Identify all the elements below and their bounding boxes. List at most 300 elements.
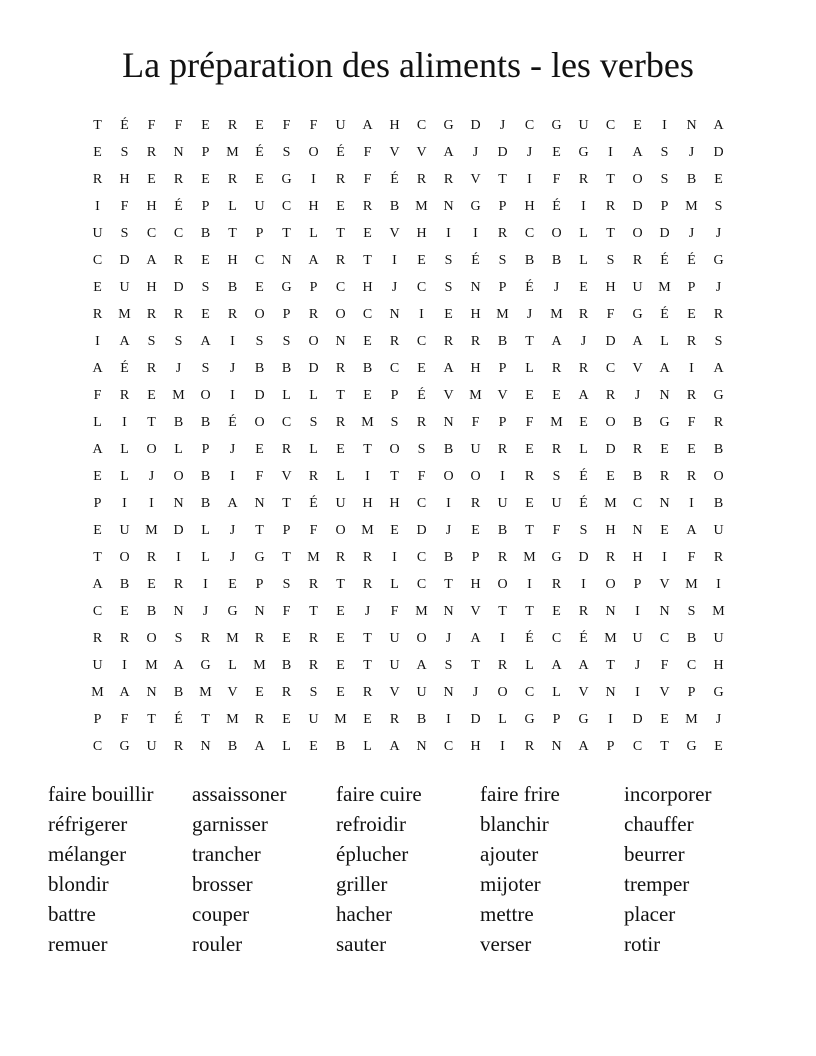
grid-cell: D [173, 523, 184, 538]
grid-cell: U [119, 523, 130, 538]
grid-cell: É [417, 388, 426, 403]
grid-cell: J [229, 523, 236, 538]
grid-cell: D [497, 145, 508, 160]
grid-cell: F [120, 199, 129, 214]
grid-cell: A [146, 253, 157, 268]
grid-cell: B [443, 550, 454, 565]
grid-cell: M [685, 199, 698, 214]
grid-cell: S [255, 334, 264, 349]
grid-cell: N [281, 253, 292, 268]
grid-cell: P [498, 199, 507, 214]
grid-cell: R [578, 604, 589, 619]
grid-row [84, 571, 732, 598]
grid-cell: C [335, 280, 346, 295]
grid-cell: E [687, 442, 696, 457]
grid-cell: R [389, 334, 400, 349]
grid-cell: R [389, 712, 400, 727]
grid-cell: I [608, 712, 613, 727]
grid-cell: F [552, 172, 561, 187]
grid-cell: H [605, 523, 616, 538]
grid-cell: B [281, 361, 292, 376]
grid-cell: R [227, 172, 238, 187]
grid-cell: H [227, 253, 238, 268]
grid-cell: I [689, 496, 694, 511]
word-list-item: réfrigerer [48, 812, 128, 836]
grid-cell: V [389, 226, 400, 241]
page-title: La préparation des aliments - les verbes [122, 45, 694, 85]
grid-cell: L [579, 253, 588, 268]
grid-cell: U [713, 523, 724, 538]
grid-cell: E [336, 658, 345, 673]
grid-cell: T [201, 712, 210, 727]
grid-cell: F [390, 604, 399, 619]
grid-cell: L [120, 442, 129, 457]
grid-cell: R [146, 361, 157, 376]
grid-cell: J [364, 604, 371, 619]
grid-cell: L [201, 523, 210, 538]
grid-cell: I [392, 550, 397, 565]
grid-cell: V [389, 145, 400, 160]
grid-cell: R [119, 388, 130, 403]
grid-cell: T [93, 550, 102, 565]
grid-cell: G [281, 280, 292, 295]
grid-cell: F [363, 145, 372, 160]
grid-cell: E [147, 577, 156, 592]
grid-cell: B [524, 253, 535, 268]
grid-cell: V [443, 388, 454, 403]
grid-cell: S [579, 523, 588, 538]
grid-cell: U [92, 226, 103, 241]
grid-cell: N [632, 523, 643, 538]
grid-cell: A [200, 334, 211, 349]
grid-cell: H [470, 739, 481, 754]
grid-cell: D [713, 145, 724, 160]
grid-cell: I [311, 172, 316, 187]
grid-cell: R [362, 550, 373, 565]
grid-cell: E [201, 307, 210, 322]
grid-cell: T [606, 172, 615, 187]
grid-cell: G [713, 388, 724, 403]
grid-cell: É [390, 172, 399, 187]
grid-cell: G [686, 739, 697, 754]
grid-cell: C [146, 226, 157, 241]
grid-cell: I [419, 307, 424, 322]
grid-row [84, 544, 732, 571]
grid-cell: R [173, 739, 184, 754]
grid-cell: T [498, 604, 507, 619]
grid-row [84, 355, 732, 382]
letter-grid-body [84, 112, 732, 760]
grid-cell: B [200, 226, 211, 241]
grid-cell: R [713, 415, 724, 430]
grid-cell: J [526, 145, 533, 160]
grid-cell: I [662, 118, 667, 133]
grid-cell: B [200, 415, 211, 430]
grid-row [84, 625, 732, 652]
grid-cell: H [308, 199, 319, 214]
grid-cell: B [254, 361, 265, 376]
grid-cell: D [578, 550, 589, 565]
grid-cell: N [551, 739, 562, 754]
grid-cell: É [174, 712, 183, 727]
grid-cell: S [444, 280, 453, 295]
grid-cell: T [471, 658, 480, 673]
grid-cell: M [604, 496, 617, 511]
grid-cell: E [363, 712, 372, 727]
grid-cell: O [470, 469, 481, 484]
grid-cell: B [632, 415, 643, 430]
grid-cell: B [335, 739, 346, 754]
grid-cell: M [172, 388, 185, 403]
grid-cell: L [201, 550, 210, 565]
grid-cell: I [446, 712, 451, 727]
grid-cell: P [660, 199, 669, 214]
grid-row [84, 139, 732, 166]
word-list-item: garnisser [192, 812, 268, 836]
grid-cell: L [660, 334, 669, 349]
grid-cell: L [579, 226, 588, 241]
grid-cell: J [580, 334, 587, 349]
grid-cell: F [417, 469, 426, 484]
grid-cell: R [632, 253, 643, 268]
grid-cell: S [282, 145, 291, 160]
grid-cell: É [525, 631, 534, 646]
grid-cell: C [92, 604, 103, 619]
grid-cell: N [443, 199, 454, 214]
grid-row [84, 652, 732, 679]
grid-cell: T [93, 118, 102, 133]
grid-cell: E [336, 199, 345, 214]
grid-cell: E [93, 523, 102, 538]
word-list-item: couper [192, 902, 250, 926]
grid-cell: S [201, 361, 210, 376]
grid-cell: O [173, 469, 184, 484]
grid-cell: E [255, 280, 264, 295]
grid-cell: R [686, 334, 697, 349]
grid-cell: G [551, 118, 562, 133]
grid-cell: F [687, 415, 696, 430]
grid-cell: F [282, 118, 291, 133]
grid-cell: E [552, 604, 561, 619]
grid-cell: E [552, 388, 561, 403]
grid-cell: I [581, 577, 586, 592]
grid-cell: O [254, 415, 265, 430]
grid-cell: F [174, 118, 183, 133]
grid-cell: C [524, 118, 535, 133]
grid-cell: J [229, 361, 236, 376]
grid-cell: M [685, 577, 698, 592]
grid-cell: D [254, 388, 265, 403]
grid-cell: R [524, 469, 535, 484]
grid-cell: U [389, 631, 400, 646]
grid-cell: É [120, 118, 129, 133]
grid-cell: E [336, 685, 345, 700]
grid-cell: G [713, 685, 724, 700]
word-list-item: faire cuire [336, 782, 422, 806]
grid-cell: S [606, 253, 615, 268]
grid-cell: S [282, 334, 291, 349]
grid-cell: J [715, 712, 722, 727]
grid-cell: N [254, 496, 265, 511]
grid-cell: C [605, 118, 616, 133]
grid-row [84, 490, 732, 517]
grid-cell: L [228, 658, 237, 673]
grid-cell: N [470, 280, 481, 295]
grid-cell: L [579, 442, 588, 457]
grid-cell: M [361, 523, 374, 538]
grid-cell: L [525, 658, 534, 673]
grid-cell: L [309, 226, 318, 241]
grid-cell: I [365, 469, 370, 484]
grid-cell: R [254, 712, 265, 727]
grid-cell: A [119, 685, 130, 700]
grid-cell: P [255, 226, 264, 241]
grid-cell: E [255, 172, 264, 187]
grid-cell: D [416, 523, 427, 538]
grid-cell: L [552, 685, 561, 700]
grid-cell: M [496, 307, 509, 322]
grid-cell: H [470, 361, 481, 376]
grid-cell: A [92, 361, 103, 376]
grid-cell: G [713, 253, 724, 268]
grid-cell: N [335, 334, 346, 349]
grid-cell: T [525, 523, 534, 538]
grid-cell: I [500, 739, 505, 754]
grid-cell: A [686, 523, 697, 538]
grid-cell: F [120, 712, 129, 727]
grid-cell: R [173, 253, 184, 268]
grid-cell: B [227, 739, 238, 754]
grid-cell: R [335, 172, 346, 187]
grid-cell: T [336, 388, 345, 403]
grid-cell: H [632, 550, 643, 565]
word-list-item: battre [48, 902, 96, 926]
grid-cell: T [390, 469, 399, 484]
grid-cell: R [200, 631, 211, 646]
grid-cell: R [146, 145, 157, 160]
grid-cell: I [662, 550, 667, 565]
grid-cell: E [525, 496, 534, 511]
grid-cell: E [606, 469, 615, 484]
grid-cell: U [632, 280, 643, 295]
grid-cell: I [635, 604, 640, 619]
grid-cell: L [363, 739, 372, 754]
grid-cell: H [146, 199, 157, 214]
grid-cell: R [362, 199, 373, 214]
grid-cell: N [173, 604, 184, 619]
grid-cell: M [118, 307, 131, 322]
grid-cell: H [524, 199, 535, 214]
grid-cell: E [93, 469, 102, 484]
grid-cell: A [443, 145, 454, 160]
word-list-item: rouler [192, 932, 243, 956]
grid-cell: É [579, 469, 588, 484]
grid-cell: J [202, 604, 209, 619]
grid-cell: R [686, 469, 697, 484]
grid-cell: P [282, 523, 291, 538]
grid-cell: H [389, 118, 400, 133]
grid-cell: T [525, 604, 534, 619]
grid-cell: E [579, 415, 588, 430]
grid-cell: B [416, 712, 427, 727]
grid-cell: O [254, 307, 265, 322]
grid-cell: J [688, 226, 695, 241]
grid-cell: H [119, 172, 130, 187]
grid-cell: R [578, 172, 589, 187]
grid-cell: R [632, 442, 643, 457]
grid-cell: C [92, 739, 103, 754]
grid-cell: E [633, 118, 642, 133]
grid-cell: G [578, 145, 589, 160]
grid-cell: É [120, 361, 129, 376]
grid-cell: I [716, 577, 721, 592]
grid-cell: C [362, 307, 373, 322]
word-list-item: assaissoner [192, 782, 287, 806]
grid-cell: N [416, 739, 427, 754]
word-list-item: rotir [624, 932, 661, 956]
grid-cell: C [173, 226, 184, 241]
grid-cell: G [551, 550, 562, 565]
grid-cell: P [498, 361, 507, 376]
grid-cell: T [525, 334, 534, 349]
grid-cell: E [660, 523, 669, 538]
grid-cell: N [389, 307, 400, 322]
letter-grid [84, 112, 732, 760]
grid-cell: B [686, 172, 697, 187]
word-list-item: mettre [480, 902, 534, 926]
grid-cell: H [416, 226, 427, 241]
grid-cell: J [175, 361, 182, 376]
grid-cell: R [524, 739, 535, 754]
grid-cell: I [122, 496, 127, 511]
grid-cell: A [578, 739, 589, 754]
grid-cell: T [255, 523, 264, 538]
grid-cell: L [525, 361, 534, 376]
grid-cell: R [146, 307, 157, 322]
grid-cell: S [147, 334, 156, 349]
grid-cell: T [282, 550, 291, 565]
grid-row [84, 598, 732, 625]
grid-cell: H [470, 307, 481, 322]
grid-cell: S [309, 415, 318, 430]
grid-cell: H [713, 658, 724, 673]
grid-cell: R [254, 631, 265, 646]
grid-row [84, 679, 732, 706]
grid-cell: V [389, 685, 400, 700]
grid-cell: I [581, 199, 586, 214]
grid-cell: D [470, 712, 481, 727]
grid-cell: C [416, 496, 427, 511]
grid-cell: G [443, 118, 454, 133]
grid-cell: F [93, 388, 102, 403]
grid-cell: P [552, 712, 561, 727]
word-list-item: sauter [336, 932, 387, 956]
grid-cell: R [146, 550, 157, 565]
grid-cell: R [605, 199, 616, 214]
grid-cell: L [282, 739, 291, 754]
grid-cell: I [176, 550, 181, 565]
grid-cell: R [551, 442, 562, 457]
grid-cell: N [659, 496, 670, 511]
grid-cell: A [578, 658, 589, 673]
grid-cell: O [335, 307, 346, 322]
grid-row [84, 166, 732, 193]
grid-row [84, 517, 732, 544]
grid-cell: D [119, 253, 130, 268]
grid-cell: I [149, 496, 154, 511]
grid-cell: É [552, 199, 561, 214]
grid-cell: M [226, 145, 239, 160]
grid-cell: O [632, 172, 643, 187]
grid-cell: É [579, 496, 588, 511]
grid-cell: E [417, 253, 426, 268]
grid-cell: H [146, 280, 157, 295]
grid-cell: G [254, 550, 265, 565]
grid-cell: N [659, 604, 670, 619]
grid-cell: F [255, 469, 264, 484]
grid-cell: F [552, 523, 561, 538]
grid-cell: U [497, 496, 508, 511]
grid-cell: N [686, 118, 697, 133]
grid-cell: O [713, 469, 724, 484]
word-list-item: faire frire [480, 782, 560, 806]
grid-cell: P [282, 307, 291, 322]
grid-cell: R [578, 307, 589, 322]
grid-cell: E [201, 253, 210, 268]
grid-cell: E [714, 172, 723, 187]
grid-cell: É [336, 145, 345, 160]
grid-row [84, 274, 732, 301]
grid-cell: I [446, 496, 451, 511]
grid-cell: T [606, 658, 615, 673]
grid-cell: M [658, 280, 671, 295]
grid-cell: M [685, 712, 698, 727]
word-list-item: tremper [624, 872, 690, 896]
grid-cell: S [444, 253, 453, 268]
grid-cell: E [471, 523, 480, 538]
grid-cell: G [227, 604, 238, 619]
grid-cell: R [416, 172, 427, 187]
grid-row [84, 409, 732, 436]
grid-cell: V [632, 361, 643, 376]
grid-cell: F [309, 523, 318, 538]
grid-cell: P [390, 388, 399, 403]
grid-cell: R [443, 172, 454, 187]
grid-cell: R [308, 631, 319, 646]
grid-cell: R [173, 577, 184, 592]
grid-cell: B [389, 199, 400, 214]
grid-cell: U [713, 631, 724, 646]
grid-cell: P [606, 739, 615, 754]
grid-cell: S [498, 253, 507, 268]
grid-cell: B [713, 442, 724, 457]
grid-cell: A [119, 334, 130, 349]
grid-cell: C [551, 631, 562, 646]
grid-cell: B [497, 523, 508, 538]
word-list-item: blondir [48, 872, 109, 896]
grid-cell: É [255, 145, 264, 160]
grid-cell: F [309, 118, 318, 133]
grid-cell: E [201, 118, 210, 133]
grid-cell: I [203, 577, 208, 592]
grid-cell: J [715, 280, 722, 295]
grid-cell: T [498, 172, 507, 187]
grid-cell: A [254, 739, 265, 754]
grid-cell: E [255, 442, 264, 457]
grid-cell: L [93, 415, 102, 430]
grid-cell: G [470, 199, 481, 214]
grid-cell: G [119, 739, 130, 754]
